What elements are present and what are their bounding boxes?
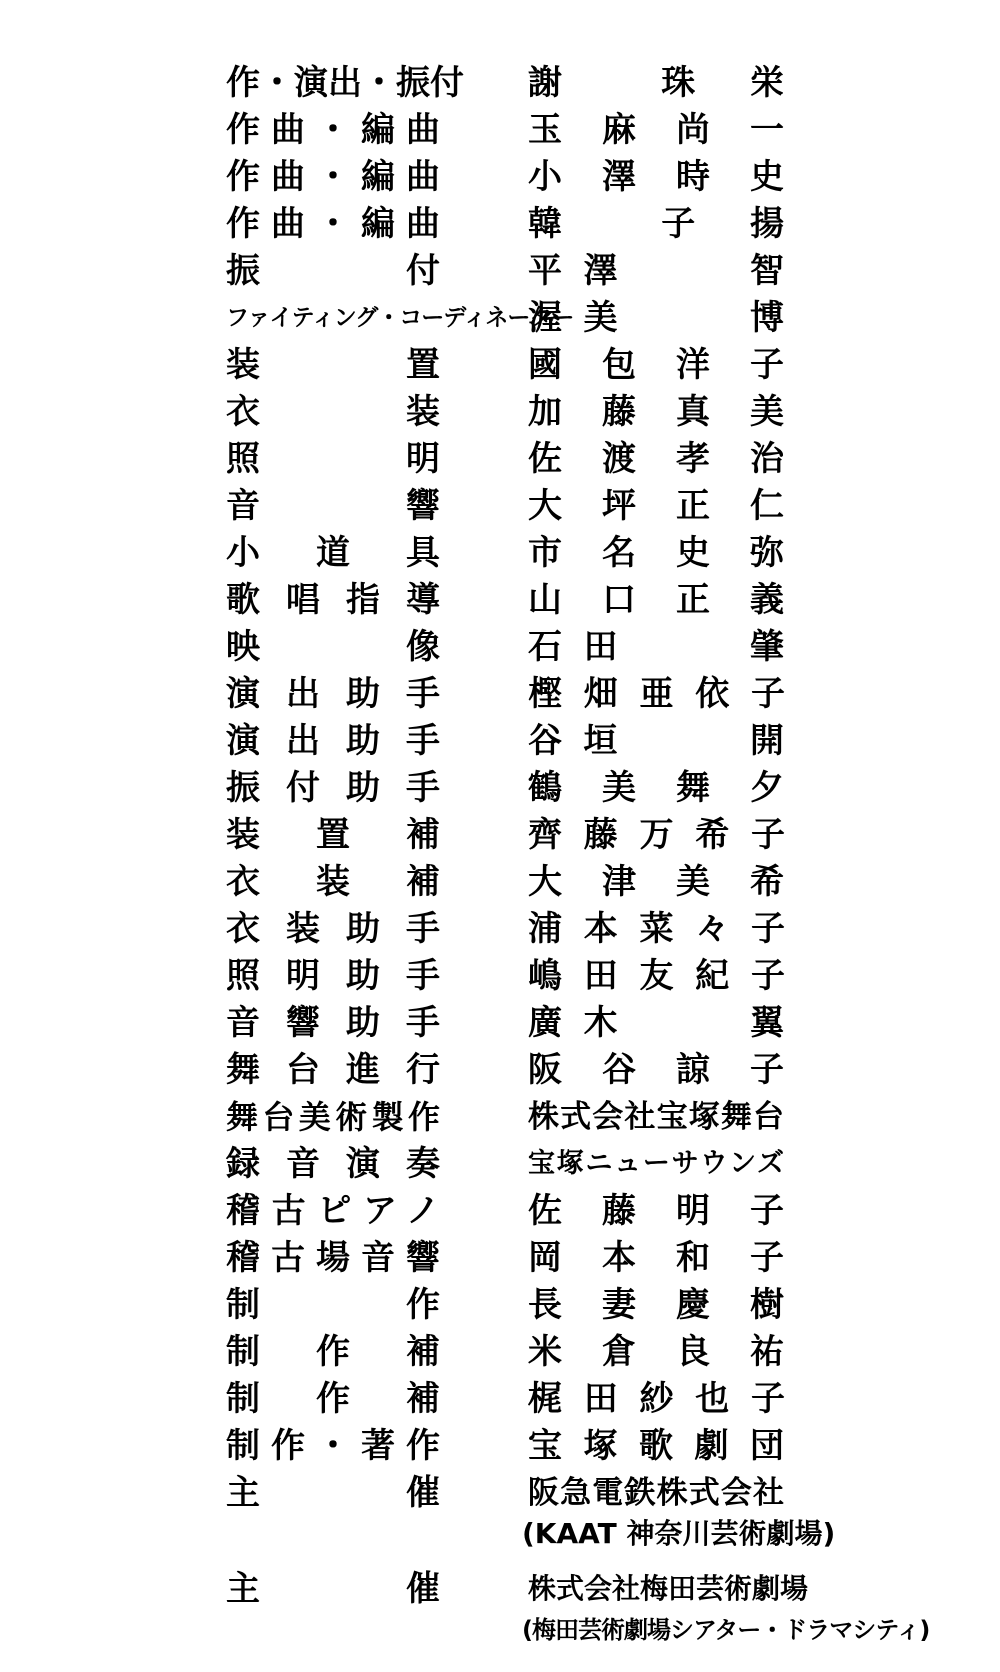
credit-role: 制 作 — [226, 1285, 440, 1325]
credit-name: 小澤時史 — [528, 157, 784, 197]
credit-role: 衣 装 — [226, 392, 440, 432]
credit-row — [0, 624, 1000, 670]
credit-row — [0, 1094, 1000, 1140]
credit-name: 樫畑亜依子 — [528, 674, 784, 714]
credit-role: 衣装助手 — [226, 909, 440, 949]
credit-row — [0, 812, 1000, 858]
credit-name: 廣木 翼 — [528, 1003, 784, 1043]
credit-name: 佐渡孝治 — [528, 439, 784, 479]
credit-role: 舞台進行 — [226, 1050, 440, 1090]
credit-role: 制作・著作 — [226, 1426, 440, 1466]
credit-name: 株式会社宝塚舞台 — [528, 1099, 784, 1135]
credit-row — [0, 1141, 1000, 1187]
credit-name: 大津美希 — [528, 862, 784, 902]
credit-role: 音 響 — [226, 486, 440, 526]
credit-row — [0, 577, 1000, 623]
credit-role: 歌唱指導 — [226, 580, 440, 620]
credit-row — [0, 765, 1000, 811]
credit-role: 作・演出・振付 — [226, 63, 464, 103]
credit-row — [0, 859, 1000, 905]
credit-role: 振 付 — [226, 251, 440, 291]
credit-row — [0, 1423, 1000, 1469]
credit-row — [0, 1235, 1000, 1281]
credit-row — [0, 1282, 1000, 1328]
credit-role: 装 置 — [226, 345, 440, 385]
credit-name: 宝塚歌劇団 — [528, 1426, 784, 1466]
credit-role: 制 作 補 — [226, 1332, 440, 1372]
credit-name: 渥美 博 — [528, 298, 784, 338]
credit-name: 米倉良祐 — [528, 1332, 784, 1372]
credit-role: 稽古場音響 — [226, 1238, 440, 1278]
credit-name: 阪急電鉄株式会社 — [528, 1475, 784, 1511]
credit-role: 演出助手 — [226, 674, 440, 714]
credit-name: 岡本和子 — [528, 1238, 784, 1278]
credit-role: 装 置 補 — [226, 815, 440, 855]
credit-role: 作曲・編曲 — [226, 157, 440, 197]
credit-row — [0, 483, 1000, 529]
credit-role: 音響助手 — [226, 1003, 440, 1043]
credit-row — [0, 389, 1000, 435]
credit-name: 佐藤明子 — [528, 1191, 784, 1231]
credit-role: 主 催 — [226, 1569, 440, 1609]
credit-name: 平澤 智 — [528, 251, 784, 291]
credit-row — [0, 295, 1000, 341]
credit-role: 振付助手 — [226, 768, 440, 808]
credit-row — [0, 60, 1000, 106]
credit-role: 照 明 — [226, 439, 440, 479]
credit-name: 鶴美舞夕 — [528, 768, 784, 808]
credit-role: 照明助手 — [226, 956, 440, 996]
credit-role: 録音演奏 — [226, 1144, 440, 1184]
credit-row — [0, 906, 1000, 952]
credit-name: 阪谷諒子 — [528, 1050, 784, 1090]
credit-row — [0, 530, 1000, 576]
credit-name: 谷垣 開 — [528, 721, 784, 761]
credit-role: 演出助手 — [226, 721, 440, 761]
credit-row — [0, 1376, 1000, 1422]
credit-name: 謝 珠 栄 — [528, 63, 784, 103]
credit-role: 衣 装 補 — [226, 862, 440, 902]
credit-row — [0, 1566, 1000, 1612]
credit-name: 梶田紗也子 — [528, 1379, 784, 1419]
credit-row — [0, 436, 1000, 482]
credit-name: 市名史弥 — [528, 533, 784, 573]
credit-name: 宝塚ニューサウンズ — [528, 1148, 784, 1179]
credit-name: 浦本菜々子 — [528, 909, 784, 949]
credit-name: 大坪正仁 — [528, 486, 784, 526]
credit-name: 山口正義 — [528, 580, 784, 620]
credit-row — [0, 342, 1000, 388]
credit-name: 石田 肇 — [528, 627, 784, 667]
credit-name: 株式会社梅田芸術劇場 — [528, 1572, 809, 1605]
credit-name: 齊藤万希子 — [528, 815, 784, 855]
credit-role: 舞台美術製作 — [226, 1098, 440, 1136]
credit-row — [0, 1000, 1000, 1046]
credit-sub: (KAAT 神奈川芸術劇場) — [522, 1517, 836, 1550]
credit-row — [0, 201, 1000, 247]
credit-row — [0, 1470, 1000, 1516]
credit-role: 制 作 補 — [226, 1379, 440, 1419]
credit-role: 小 道 具 — [226, 533, 440, 573]
credit-role: ファイティング・コーディネーター — [226, 305, 574, 331]
credit-role: 映 像 — [226, 627, 440, 667]
credit-role: 作曲・編曲 — [226, 204, 440, 244]
credit-role: 作曲・編曲 — [226, 110, 440, 150]
credit-row — [0, 248, 1000, 294]
credit-name: 國包洋子 — [528, 345, 784, 385]
credit-row — [0, 107, 1000, 153]
credit-name: 長妻慶樹 — [528, 1285, 784, 1325]
credit-sub: (梅田芸術劇場シアター・ドラマシティ) — [522, 1616, 930, 1644]
credit-name: 玉麻尚一 — [528, 110, 784, 150]
credit-row — [0, 154, 1000, 200]
credit-name: 加藤真美 — [528, 392, 784, 432]
credit-name: 嶋田友紀子 — [528, 956, 784, 996]
credit-row — [0, 953, 1000, 999]
credit-name: 韓 子 揚 — [528, 204, 784, 244]
credit-role: 主 催 — [226, 1473, 440, 1513]
credit-role: 稽古ピアノ — [226, 1191, 440, 1231]
credit-row — [0, 1047, 1000, 1093]
credit-row — [0, 671, 1000, 717]
credit-row — [0, 1188, 1000, 1234]
credit-row — [0, 718, 1000, 764]
credit-row — [0, 1329, 1000, 1375]
